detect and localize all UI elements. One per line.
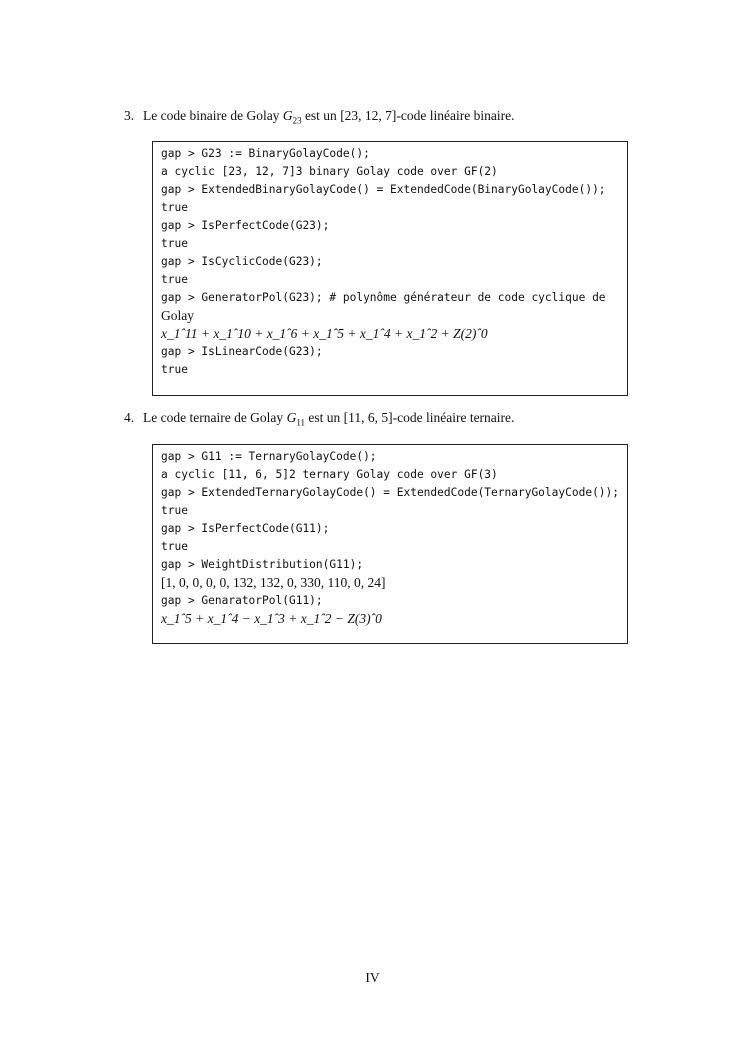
code-line: gap > WeightDistribution(G11); [161, 558, 364, 571]
item-4-heading [124, 410, 514, 431]
code-line: gap > IsPerfectCode(G23); [161, 219, 330, 232]
code-line-polynomial: x_1ˆ11 + x_1ˆ10 + x_1ˆ6 + x_1ˆ5 + x_1ˆ4 + x_1ˆ2 + Z(2)ˆ0 [161, 326, 488, 341]
golay-symbol: G [286, 410, 297, 425]
code-line-polynomial: x_1ˆ5 + x_1ˆ4 − x_1ˆ3 + x_1ˆ2 − Z(3)ˆ0 [161, 611, 382, 626]
code-line: true [161, 237, 188, 250]
code-line: Golay [161, 308, 194, 323]
item-text-before: Le code ternaire de Golay [143, 410, 287, 425]
code-line: gap > GeneratorPol(G23); # polynôme générateur de code cyclique de [161, 291, 606, 304]
code-line: gap > G23 := BinaryGolayCode(); [161, 147, 370, 160]
code-line: true [161, 504, 188, 517]
item-text-middle: est un [304, 410, 344, 425]
code-line-weights: [1, 0, 0, 0, 0, 132, 132, 0, 330, 110, 0, 24] [161, 575, 386, 590]
item-text-after: -code linéaire binaire. [396, 108, 515, 123]
item-number: 3. [124, 108, 135, 123]
code-params: [11, 6, 5] [343, 410, 393, 425]
code-line: gap > GenaratorPol(G11); [161, 594, 323, 607]
code-line: a cyclic [23, 12, 7]3 binary Golay code over GF(2) [161, 165, 498, 178]
code-line: a cyclic [11, 6, 5]2 ternary Golay code over GF(3) [161, 468, 498, 481]
code-line: gap > G11 := TernaryGolayCode(); [161, 450, 377, 463]
code-box-binary-golay [152, 141, 628, 396]
golay-subscript: 23 [292, 115, 302, 126]
code-line: true [161, 201, 188, 214]
code-line: gap > IsLinearCode(G23); [161, 345, 323, 358]
page-number: IV [365, 970, 380, 985]
code-box-ternary-golay [152, 444, 628, 644]
item-text-after: -code linéaire ternaire. [392, 410, 515, 425]
code-line: true [161, 363, 188, 376]
item-text-middle: est un [301, 108, 341, 123]
item-number: 4. [124, 410, 135, 425]
code-line: gap > ExtendedTernaryGolayCode() = ExtendedCode(TernaryGolayCode()); [161, 486, 620, 499]
code-line: gap > IsCyclicCode(G23); [161, 255, 323, 268]
golay-subscript: 11 [296, 417, 305, 428]
code-line: true [161, 540, 188, 553]
item-3-heading [124, 108, 515, 129]
item-text-before: Le code binaire de Golay [143, 108, 283, 123]
code-line: gap > ExtendedBinaryGolayCode() = ExtendedCode(BinaryGolayCode()); [161, 183, 606, 196]
code-line: true [161, 273, 188, 286]
code-params: [23, 12, 7] [340, 108, 397, 123]
golay-symbol: G [282, 108, 293, 123]
code-line: gap > IsPerfectCode(G11); [161, 522, 330, 535]
